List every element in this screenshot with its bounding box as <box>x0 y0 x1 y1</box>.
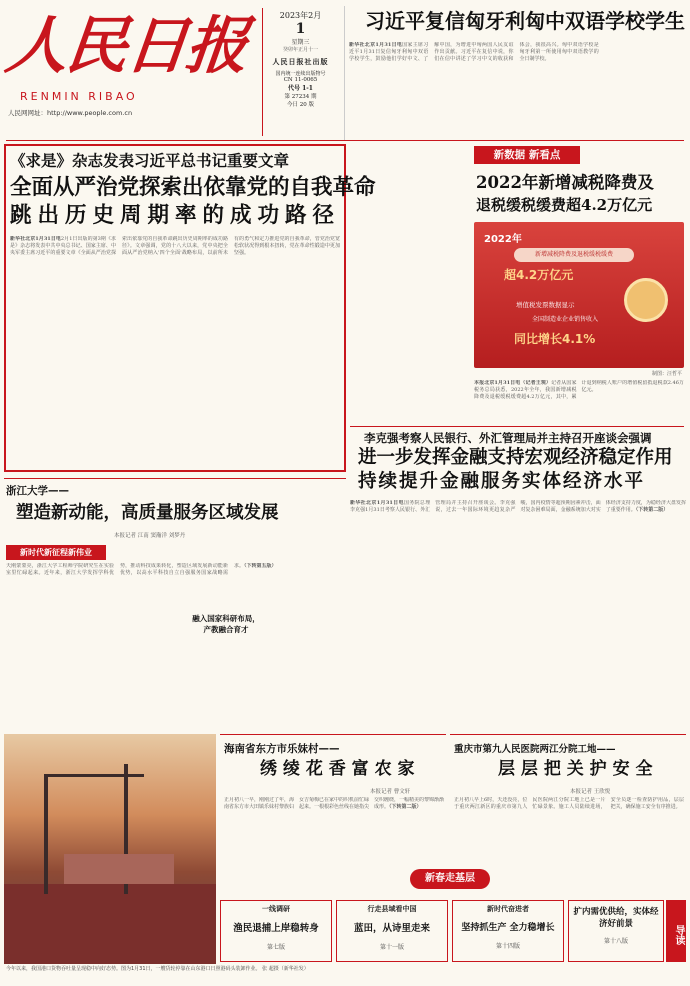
photo-cargo <box>64 854 174 884</box>
tax-tag: 新数据 新看点 <box>474 146 580 164</box>
photo-crane-arm <box>44 774 144 777</box>
zju-headline[interactable]: 塑造新动能，高质量服务区域发展 <box>16 503 279 523</box>
masthead-logo: 人民日报 <box>2 9 250 82</box>
edition-pages: 今日 20 版 <box>287 102 314 108</box>
nav-page-4[interactable]: 第十八版 <box>603 938 628 945</box>
photo-ship-hull <box>4 884 216 964</box>
nav-page-1[interactable]: 第七版 <box>266 944 285 951</box>
edition-issue: 第 27234 期 <box>284 94 317 100</box>
edition-code: 代号 1-1 <box>288 85 313 92</box>
hainan-story[interactable] <box>220 734 475 896</box>
lead-text: 2月1日出版的第3期《求是》杂志将发表中共中央总书记、国家主席、中央军委主席习近平的重要文章《全面从严治党探索出依靠党的自我革命跳出历史周期率的成功路径》。文章强调，党的十八大以来，党中央把全面从严治党纳入'四个全面'战略布局，以前所未有的勇气和定力推进党的自我革命，管党治党宽松软状况得到根本扭转，党在革命性锻造中更加坚强。 <box>10 236 340 257</box>
tax-body <box>474 380 684 420</box>
finance-headline-line2[interactable]: 持续提升金融服务实体经济水平 <box>358 471 646 492</box>
tax-dateline: 本报北京1月31日电（记者王观） <box>474 380 552 386</box>
tax-info-amount: 超4.2万亿元 <box>504 268 574 282</box>
lead-dateline: 新华社北京1月31日电 <box>10 236 61 242</box>
guide-label: 导读 <box>666 900 686 962</box>
hainan-ending: （下转第二版） <box>389 804 422 811</box>
lead-kicker[interactable]: 《求是》杂志发表习近平总书记重要文章 <box>10 152 290 170</box>
top-story-text: 国家主席习近平1月31日复信匈牙利匈中双语学校学生，鼓励他们学好中文、了解中国，为增进中匈两国人民友谊作出贡献。习近平在复信中说，你们在信中讲述了学习中文的收获和体会，我很高兴。匈中双语学校是匈牙利第一所使用匈中双语教学的全日制学校。 <box>349 42 599 63</box>
nav-title-4[interactable]: 扩内需优供给，实体经济好前景 <box>573 907 659 929</box>
tax-info-item1: 新增减税降费及退税缓税缓费 <box>514 248 634 262</box>
zju-subhead <box>188 611 264 637</box>
tax-infographic <box>474 222 684 368</box>
tax-headline-line1[interactable]: 2022年新增减税降费及 <box>476 173 654 192</box>
tax-info-coin-icon <box>624 278 668 322</box>
top-story-body <box>349 42 684 138</box>
tax-info-growth: 同比增长4.1% <box>514 332 596 346</box>
edition-org: 人民日报社出版 <box>272 57 329 66</box>
finance-text: 国务院总理李克强1月31日考察人民银行、外汇管理局并主持召开座谈会。李克强说，过去一年国际环境更趋复杂严峻，国内疫情等超预期因素冲击，面对复杂困难局面，金融系统加大对实体经济支持力度，为稳经济大盘发挥了重要作用。 <box>350 500 686 514</box>
finance-ending: （下转第二版） <box>635 507 669 514</box>
edition-box <box>262 8 338 136</box>
finance-dateline: 新华社北京1月31日电 <box>350 500 404 506</box>
tax-text: 记者从国家税务总局获悉，2022年全年，我国新增减税降费及退税缓税缓费超4.2万亿元，其中，累计退到纳税人账户的增值税留抵退税款2.46万亿元。 <box>474 380 684 401</box>
zju-byline: 本报记者 江南 窦瀚洋 刘梦丹 <box>114 533 186 539</box>
photo-caption <box>6 966 346 984</box>
nav-kicker-1: 一线调研 <box>262 905 290 913</box>
edition-day: 1 <box>295 21 306 37</box>
tax-left-column <box>350 330 470 422</box>
tax-headline-line2[interactable]: 退税缓税缓费超4.2万亿元 <box>476 196 653 214</box>
tax-info-item2: 增值税发票数据显示 <box>516 301 575 309</box>
lead-headline-line1[interactable]: 全面从严治党探索出依靠党的自我革命 <box>10 175 376 200</box>
chongqing-kicker: 重庆市第九人民医院两江分院工地—— <box>454 744 616 755</box>
zju-text: 天刚蒙蒙亮，浙江大学工程师学院研究生在实验室里忙碌起来。近年来，浙江大学发挥学科优势，推动科技成果转化，塑造区域发展新动能新优势，以高水平科技自立自强服务国家战略需求。 <box>6 563 245 577</box>
lead-story[interactable] <box>4 144 376 472</box>
hainan-text: 正月初八一早，刚刚过了年，海南省东方市大田镇乐妹村黎族妇女吉菊梅已在家中的织机前忙碌起来。一根根彩色丝线在她指尖交织缠绕，一幅精美的黎锦渐渐成形。 <box>224 797 444 811</box>
finance-story[interactable] <box>350 430 686 726</box>
photo-credit: 张 超摄（新华社发） <box>262 966 309 972</box>
edition-year-month: 2023年2月 <box>279 11 322 20</box>
hainan-kicker: 海南省东方市乐妹村—— <box>224 743 340 755</box>
nav-kicker-3: 新时代奋进者 <box>487 905 529 913</box>
finance-subhead: 李克强考察人民银行、外汇管理局并主持召开座谈会强调 <box>364 431 652 445</box>
top-story-dateline: 新华社北京1月31日电 <box>349 42 403 48</box>
chongqing-byline: 本报记者 王欣悦 <box>570 789 611 795</box>
chongqing-text: 正月初八早上6时，天还没亮，位于重庆两江新区的重庆市第九人民医院两江分院工地上已是一片忙碌景象。施工人员陆续进场，安全员逐一检查防护用品，层层把关，确保施工安全有序推进。 <box>454 797 684 811</box>
nav-title-2[interactable]: 蓝田，从诗里走来 <box>353 923 430 934</box>
edition-cn: CN 11-0065 <box>283 77 318 83</box>
zju-subhead-line2: 产教融合育才 <box>203 625 249 634</box>
zju-story[interactable] <box>4 478 346 730</box>
finance-body <box>350 500 686 712</box>
nav-page-2[interactable]: 第十一版 <box>379 944 404 951</box>
photo-crane-1 <box>44 774 48 894</box>
edition-lunar: 癸卯年正月十一 <box>282 47 318 53</box>
nav-box-2[interactable] <box>336 900 448 962</box>
tax-byline: 制图：汪哲平 <box>651 371 682 377</box>
masthead-pinyin: RENMIN RIBAO <box>20 90 138 103</box>
edition-weekday: 星期三 <box>291 39 310 46</box>
tax-story[interactable] <box>474 146 686 378</box>
masthead-website[interactable]: 人民网网址：http://www.people.com.cn <box>8 109 133 117</box>
zju-body <box>6 563 342 729</box>
nav-page-3[interactable]: 第十四版 <box>495 943 520 950</box>
zju-tag: 新时代新征程新伟业 <box>6 545 106 560</box>
photo-caption-text: 今年以来，我国港口货物吞吐量呈现稳中向好态势。图为1月31日，一艘货轮停靠在山东港口日照港码头装卸作业。 <box>6 966 261 972</box>
zju-subhead-line1: 融入国家科研布局， <box>192 614 260 623</box>
nav-kicker-2: 行走县域看中国 <box>367 905 417 913</box>
edition-pub-no: 国内统一连续出版物号 <box>275 71 326 77</box>
hainan-headline[interactable]: 绣 绫 花 香 富 农 家 <box>260 759 415 779</box>
top-story-headline[interactable]: 习近平复信匈牙利匈中双语学校学生 <box>365 9 685 33</box>
lead-headline-line2[interactable]: 跳出历史周期率的成功路径 <box>10 203 341 228</box>
nav-box-3[interactable] <box>452 900 564 962</box>
top-story[interactable] <box>344 6 684 140</box>
finance-rule <box>350 426 684 427</box>
lead-continued-column <box>350 146 470 326</box>
port-photo <box>4 734 216 964</box>
masthead-rule <box>6 140 684 141</box>
masthead <box>2 6 256 136</box>
tax-info-item3: 全国制造业企业销售收入 <box>532 316 599 323</box>
zju-ending: （下转第五版） <box>244 563 277 569</box>
tax-info-year: 2022年 <box>484 234 522 245</box>
finance-headline-line1[interactable]: 进一步发挥金融支持宏观经济稳定作用 <box>358 447 673 468</box>
zju-kicker: 浙江大学—— <box>6 485 69 497</box>
hainan-byline: 本报记者 曹文轩 <box>370 789 411 795</box>
chongqing-headline[interactable]: 层 层 把 关 护 安 全 <box>498 759 653 779</box>
nav-box-1[interactable] <box>220 900 332 962</box>
nav-title-3[interactable]: 坚持抓生产 全力稳增长 <box>461 923 555 933</box>
lead-body <box>10 236 340 442</box>
nav-title-1[interactable]: 渔民退捕上岸稳转身 <box>233 923 319 934</box>
nav-box-4[interactable] <box>568 900 664 962</box>
hainan-stamp: 新春走基层 <box>410 869 490 889</box>
